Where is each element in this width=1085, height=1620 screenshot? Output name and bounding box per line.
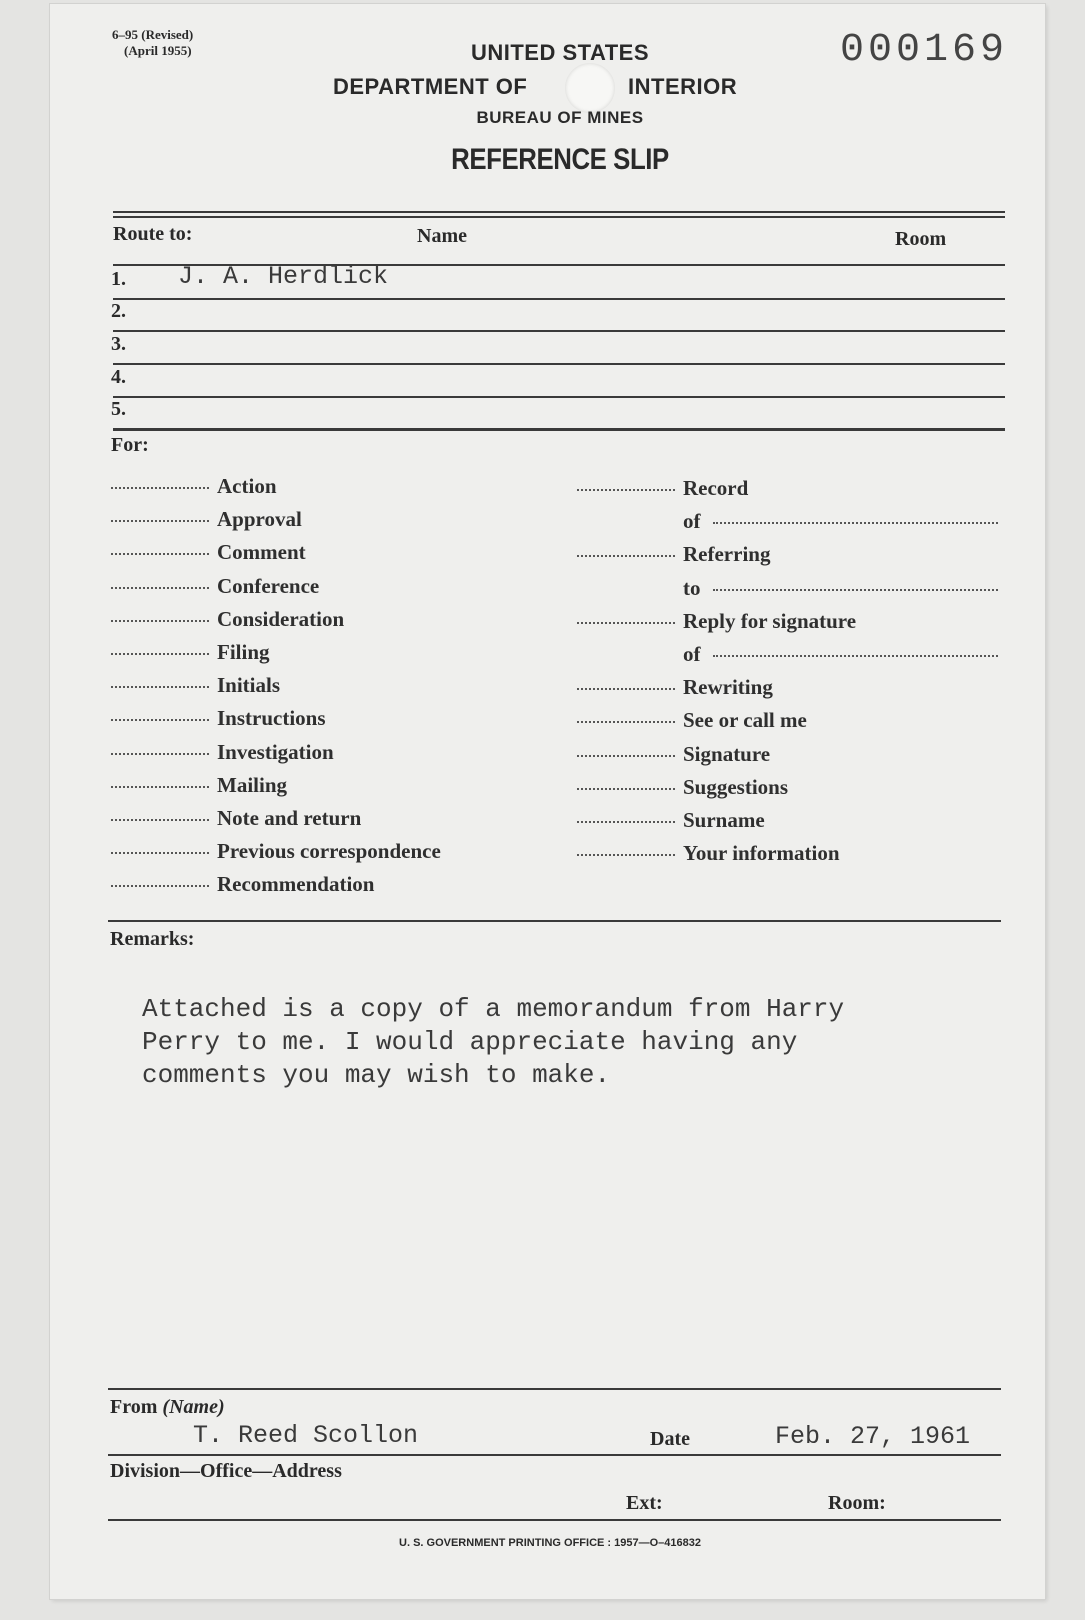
header-double-rule-top [113,211,1005,213]
for-option-label: Surname [683,808,765,832]
agency-line2-right: INTERIOR [628,74,738,99]
for-option-label: Instructions [217,706,326,731]
for-option-record[interactable] [577,476,748,501]
for-option-label: Approval [217,507,302,532]
remarks-line: Perry to me. I would appreciate having any [142,1027,798,1057]
for-option-label: Referring [683,542,771,567]
check-blank[interactable] [577,721,675,723]
check-blank[interactable] [111,885,209,887]
from-top-rule [108,1388,1001,1390]
route-to-label: Route to: [113,223,193,245]
for-option-instructions[interactable] [111,706,326,731]
from-bottom-rule [108,1519,1001,1521]
room-label: Room: [828,1492,886,1514]
for-option-label: Mailing [217,772,288,797]
check-blank[interactable] [111,653,209,655]
for-option-label: See or call me [683,708,807,733]
for-option-label: Record [683,476,749,500]
route-row-number: 1. [111,268,126,290]
slip-title: REFERENCE SLIP [451,143,669,176]
for-option-conference[interactable] [111,574,319,599]
check-blank[interactable] [577,821,675,823]
name-column-header: Name [417,225,467,247]
for-option-action[interactable] [111,474,277,499]
for-option-label: Action [217,474,277,498]
form-date: (April 1955) [124,43,192,58]
from-label [110,1396,225,1419]
for-option-filing[interactable] [111,640,270,665]
for-option-signature[interactable] [577,742,770,767]
for-option-initials[interactable] [111,673,280,698]
check-blank[interactable] [577,489,675,491]
from-label-text: From [110,1396,158,1418]
check-blank[interactable] [111,520,209,522]
from-label-note: (Name) [162,1396,225,1418]
check-blank[interactable] [111,753,209,755]
for-label: For: [111,434,149,456]
remarks-line: comments you may wish to make. [142,1060,611,1090]
for-option-label: of [683,642,701,666]
for-option-consideration[interactable] [111,607,344,632]
check-blank[interactable] [111,553,209,555]
route-row-rule [113,363,1005,365]
for-bottom-rule [108,920,1001,922]
for-option-label: Your information [683,841,840,866]
for-option-label: Filing [217,640,270,664]
for-option-rewriting[interactable] [577,675,773,700]
division-label: Division—Office—Address [110,1460,342,1482]
for-option-investigation[interactable] [111,740,334,765]
check-blank[interactable] [577,688,675,690]
for-option-label: to [683,575,701,600]
header-double-rule-bottom [113,216,1005,218]
for-option-recommendation[interactable] [111,872,374,897]
for-option-previous-correspondence[interactable] [111,839,441,864]
remarks-line: Attached is a copy of a memorandum from Harry [142,994,845,1024]
for-option-label: Previous correspondence [217,839,441,864]
check-blank[interactable] [577,755,675,757]
date-value[interactable]: Feb. 27, 1961 [775,1422,971,1451]
check-blank[interactable] [577,788,675,790]
check-blank[interactable] [111,719,209,721]
form-number: 6–95 (Revised) [112,27,194,42]
route-row-number: 5. [111,398,126,420]
for-option-label: Note and return [217,806,362,830]
check-blank[interactable] [577,622,675,624]
for-option-referring[interactable] [577,542,770,567]
for-option-label: Recommendation [217,872,375,897]
route-row-number: 2. [111,300,126,322]
for-option-mailing[interactable] [111,773,287,798]
agency-line1: UNITED STATES [470,40,650,65]
for-option-label: Initials [217,673,281,698]
for-option-your-information[interactable] [577,841,840,866]
check-blank[interactable] [111,686,209,688]
route-name-1[interactable]: J. A. Herdlick [178,262,389,291]
for-option-fill-line[interactable] [683,576,998,601]
check-blank[interactable] [111,620,209,622]
for-option-see-or-call-me[interactable] [577,708,807,733]
from-name[interactable]: T. Reed Scollon [193,1421,419,1450]
route-row-rule [113,298,1005,300]
for-option-label: Conference [217,573,320,598]
for-option-label: of [683,509,701,534]
route-row-number: 3. [111,333,126,355]
route-row-rule [113,396,1005,398]
route-row-number: 4. [111,366,126,388]
agency-line2-left: DEPARTMENT OF [333,74,528,99]
fill-in-line[interactable] [713,522,998,524]
check-blank[interactable] [111,487,209,489]
check-blank[interactable] [111,587,209,589]
check-blank[interactable] [577,555,675,557]
for-option-comment[interactable] [111,540,306,565]
from-mid-rule [108,1454,1001,1456]
printer-imprint: U. S. GOVERNMENT PRINTING OFFICE : 1957—O–416832 [399,1537,701,1549]
control-number: 000169 [840,28,1009,73]
for-option-fill-line[interactable] [683,642,998,667]
for-option-approval[interactable] [111,507,302,532]
for-option-label: Reply for signature [683,608,857,633]
check-blank[interactable] [577,854,675,856]
punch-hole [565,63,615,113]
for-option-label: Comment [217,540,306,565]
for-option-suggestions[interactable] [577,775,788,800]
for-option-label: Signature [683,741,771,766]
for-option-surname[interactable] [577,808,765,833]
check-blank[interactable] [111,786,209,788]
fill-in-line[interactable] [713,655,998,657]
check-blank[interactable] [111,819,209,821]
remarks-text[interactable] [142,993,844,1092]
fill-in-line[interactable] [713,589,998,591]
for-option-label: Investigation [217,739,334,764]
room-column-header: Room [895,228,947,250]
ext-label: Ext: [626,1492,663,1514]
date-label: Date [650,1428,690,1450]
for-option-fill-line[interactable] [683,509,998,534]
for-option-label: Rewriting [683,675,773,700]
for-option-label: Consideration [217,606,345,631]
for-option-reply-for-signature[interactable] [577,609,856,634]
remarks-label: Remarks: [110,928,195,950]
for-option-note-and-return[interactable] [111,806,361,831]
route-bottom-rule [113,428,1005,431]
for-option-label: Suggestions [683,774,789,799]
route-row-rule [113,330,1005,332]
bureau-name: BUREAU OF MINES [476,108,644,127]
check-blank[interactable] [111,852,209,854]
